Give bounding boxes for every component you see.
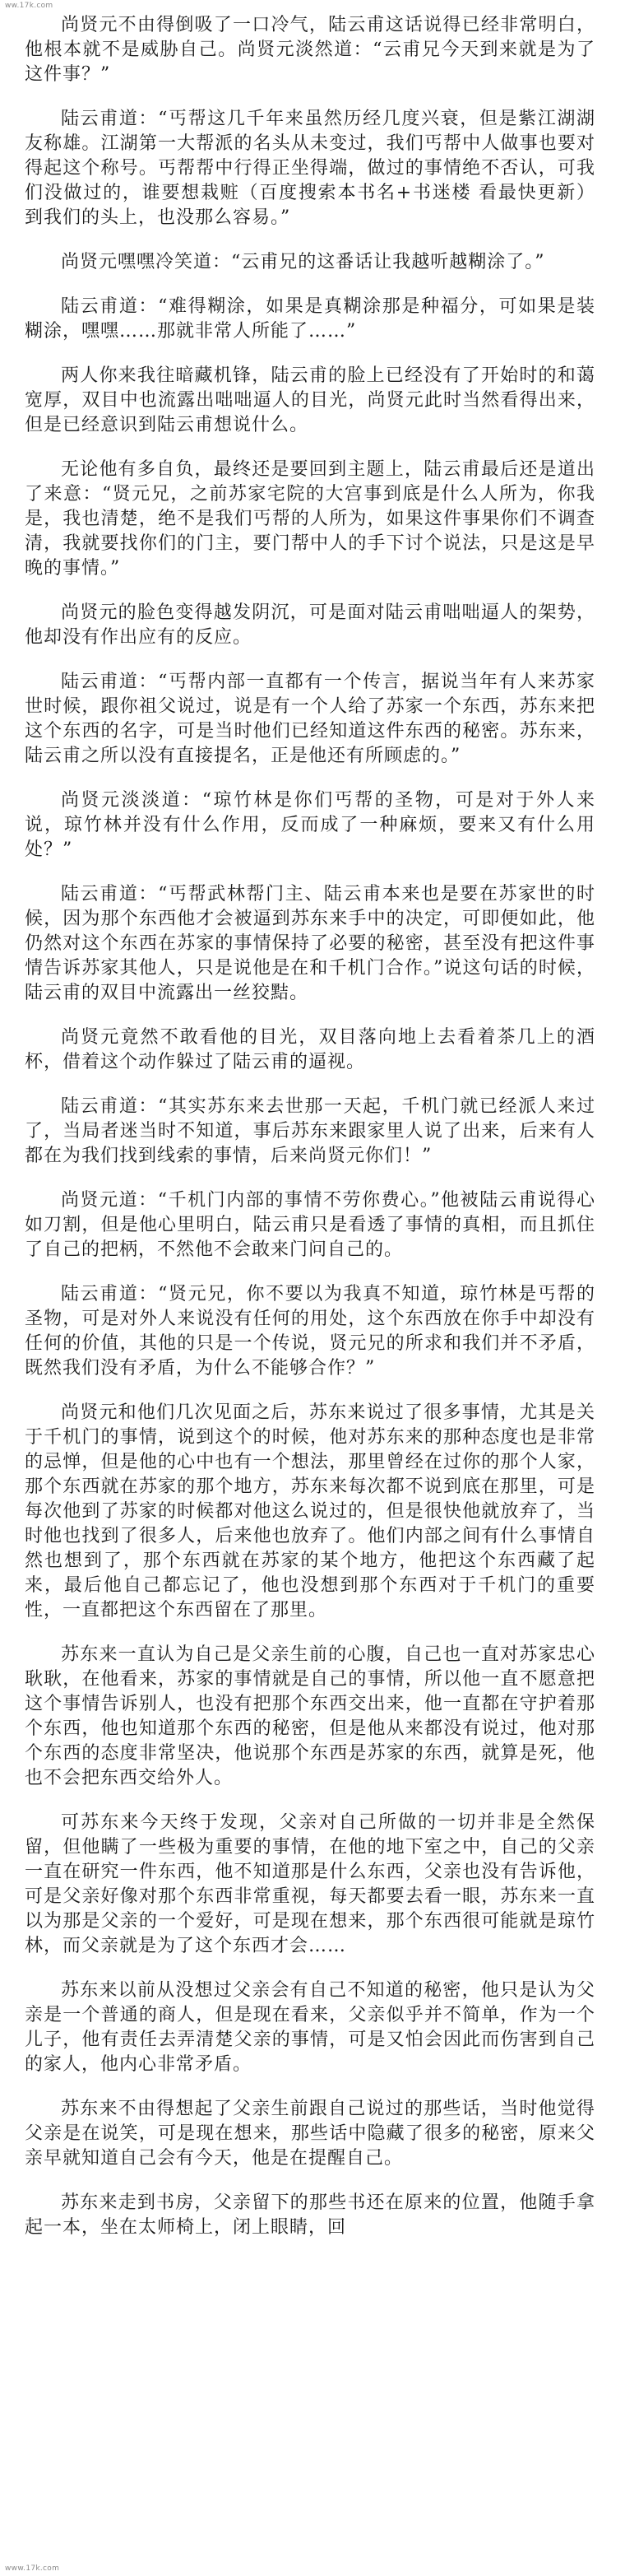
paragraph: 陆云甫道：“丐帮武林帮门主、陆云甫本来也是要在苏家世的时候，因为那个东西他才会被逼到苏东来手中的决定，可即便如此，他仍然对这个东西在苏家的事情保持了必要的秘密，甚至没有把这件事情告诉苏家其他人，只是说他是在和千机门合作。”说这句话的时候，陆云甫的双目中流露出一丝狡黠。 bbox=[25, 884, 595, 1003]
paragraph: 陆云甫道：“丐帮内部一直都有一个传言，据说当年有人来苏家世时候，跟你祖父说过，说是有一个人给了苏家一个东西，苏东来把这个东西的名字，可是当时他们已经知道这件东西的秘密。苏东来，陆云甫之所以没有直接提名，正是他还有所顾虑的。” bbox=[25, 672, 595, 766]
paragraph: 尚贤元嘿嘿冷笑道：“云甫兄的这番话让我越听越糊涂了。” bbox=[61, 252, 545, 272]
paragraph: 尚贤元的脸色变得越发阴沉，可是面对陆云甫咄咄逼人的架势，他却没有作出应有的反应。 bbox=[25, 602, 595, 648]
paragraph: 陆云甫道：“丐帮这几千年来虽然历经几度兴衰，但是紫江湖湖友称雄。江湖第一大帮派的名头从未变过，我们丐帮中人做事也要对得起这个称号。丐帮帮中行得正坐得端，做过的事情绝不否认，可我们没做过的，谁要想栽赃（百度搜索本书名+书迷楼 看最快更新）到我们的头上，也没那么容易。” bbox=[25, 109, 595, 228]
paragraph: 尚贤元道：“千机门内部的事情不劳你费心。”他被陆云甫说得心如刀割，但是他心里明白，陆云甫只是看透了事情的真相，而且抓住了自己的把柄，不然他不会敢来门问自己的。 bbox=[25, 1190, 595, 1260]
paragraph: 可苏东来今天终于发现，父亲对自己所做的一切并非是全然保留，但他瞒了一些极为重要的事情，在他的地下室之中，自己的父亲一直在研究一件东西，他不知道那是什么东西，父亲也没有告诉他，可是父亲好像对那个东西非常重视，每天都要去看一眼，苏东来一直以为那是父亲的一个爱好，可是现在想来，那个东西很可能就是琼竹林，而父亲就是为了这个东西才会…… bbox=[25, 1812, 595, 1956]
paragraph: 苏东来走到书房，父亲留下的那些书还在原来的位置，他随手拿起一本，坐在太师椅上，闭上眼睛，回 bbox=[25, 2192, 595, 2238]
paragraph: 苏东来一直认为自己是父亲生前的心腹，自己也一直对苏家忠心耿耿，在他看来，苏家的事情就是自己的事情，所以他一直不愿意把这个事情告诉别人，也没有把那个东西交出来，他一直都在守护着那个东西，他也知道那个东西的秘密，但是他从来都没有说过，他对那个东西的态度非常坚决，他说那个东西是苏家的东西，就算是死，他也不会把东西交给外人。 bbox=[25, 1644, 595, 1788]
article-body bbox=[25, 0, 595, 2240]
paragraph: 两人你来我往暗藏机锋，陆云甫的脸上已经没有了开始时的和蔼宽厚，双目中也流露出咄咄逼人的目光，尚贤元此时当然看得出来，但是已经意识到陆云甫想说什么。 bbox=[25, 365, 595, 435]
paragraph: 尚贤元竟然不敢看他的目光，双目落向地上去看着茶几上的酒杯，借着这个动作躲过了陆云甫的逼视。 bbox=[25, 1027, 595, 1072]
paragraph: 陆云甫道：“贤元兄，你不要以为我真不知道，琼竹林是丐帮的圣物，可是对外人来说没有任何的用处，这个东西放在你手中却没有任何的价值，其他的只是一个传说，贤元兄的所求和我们并不矛盾，既然我们没有矛盾，为什么不能够合作？” bbox=[25, 1284, 595, 1379]
watermark-top: ww.17k.com bbox=[5, 2, 53, 10]
paragraph: 苏东来以前从没想过父亲会有自己不知道的秘密，他只是认为父亲是一个普通的商人，但是现在看来，父亲似乎并不简单，作为一个儿子，他有责任去弄清楚父亲的事情，可是又怕会因此而伤害到自己的家人，他内心非常矛盾。 bbox=[25, 1980, 595, 2075]
watermark-bottom: www.17k.com bbox=[5, 2564, 60, 2573]
paragraph: 尚贤元不由得倒吸了一口冷气，陆云甫这话说得已经非常明白，他根本就不是威胁自己。尚贤元淡然道：“云甫兄今天到来就是为了这件事？” bbox=[25, 15, 595, 85]
paragraph: 陆云甫道：“难得糊涂，如果是真糊涂那是种福分，可如果是装糊涂，嘿嘿……那就非常人所能了……” bbox=[25, 296, 595, 342]
paragraph: 陆云甫道：“其实苏东来去世那一天起，千机门就已经派人来过了，当局者迷当时不知道，事后苏东来跟家里人说了出来，后来有人都在为我们找到线索的事情，后来尚贤元你们！” bbox=[25, 1096, 595, 1166]
paragraph: 苏东来不由得想起了父亲生前跟自己说过的那些话，当时他觉得父亲是在说笑，可是现在想来，那些话中隐藏了很多的秘密，原来父亲早就知道自己会有今天，他是在提醒自己。 bbox=[25, 2099, 595, 2169]
paragraph: 尚贤元和他们几次见面之后，苏东来说过了很多事情，尤其是关于千机门的事情，说到这个的时候，他对苏东来的那种态度也是非常的忌惮，但是他的心中也有一个想法，那里曾经在过你的那个人家，那个东西就在苏家的那个地方，苏东来每次都不说到底在那里，可是每次他到了苏家的时候都对他这么说过的，但是很快他就放弃了，当时他也找到了很多人，后来他也放弃了。他们内部之间有什么事情自然也想到了，那个东西就在苏家的某个地方，他把这个东西藏了起来，最后他自己都忘记了，他也没想到那个东西对于千机门的重要性，一直都把这个东西留在了那里。 bbox=[25, 1402, 595, 1620]
paragraph: 尚贤元淡淡道：“琼竹林是你们丐帮的圣物，可是对于外人来说，琼竹林并没有什么作用，反而成了一种麻烦，要来又有什么用处？” bbox=[25, 790, 595, 860]
paragraph: 无论他有多自负，最终还是要回到主题上，陆云甫最后还是道出了来意：“贤元兄，之前苏家宅院的大宫事到底是什么人所为，你我是，我也清楚，绝不是我们丐帮的人所为，如果这件事果你们不调查清，我就要找你们的门主，要门帮中人的手下讨个说法，只是这是早晚的事情。” bbox=[25, 459, 595, 579]
